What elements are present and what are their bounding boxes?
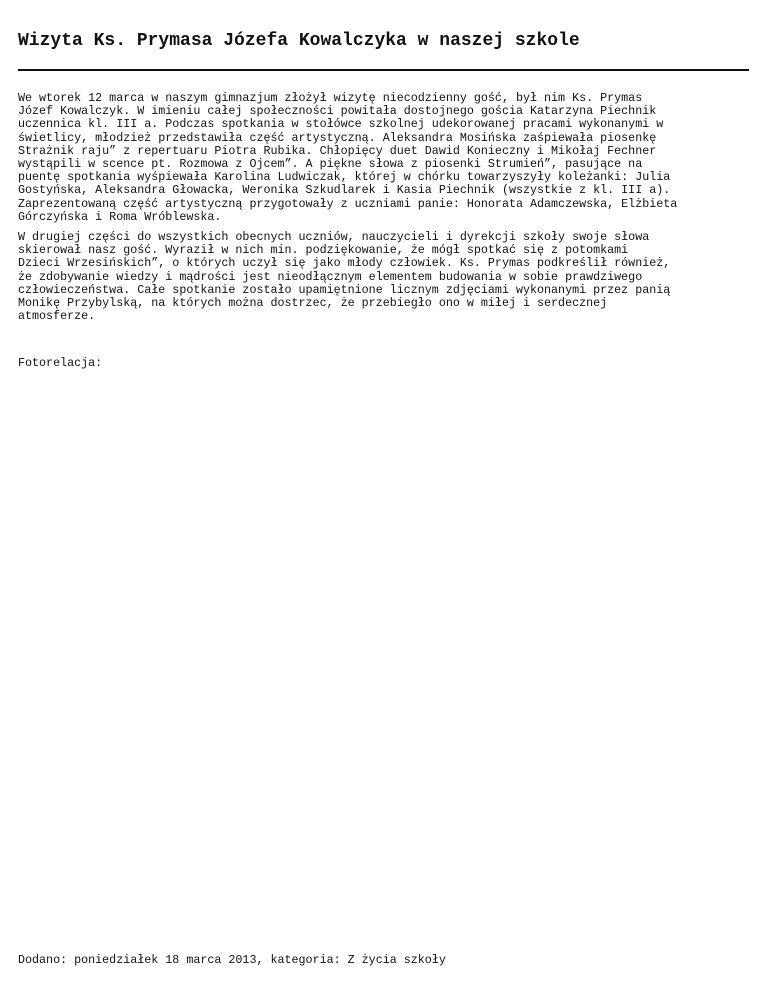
article-paragraph-2: W drugiej części do wszystkich obecnych uczniów, nauczycieli i dyrekcji szkoły swoje słowa skierował nasz gość. Wyraził w nich min. podziękowanie, że mógł spotkać się z potomkami Dzieci Wrzesińskich”, o których uczył się jako młody człowiek. Ks. Prymas podkreślił również, że zdobywanie wiedzy i mądrości jest nieodłącznym elementem budowania w sobie prawdziwego człowieczeństwa. Całe spotkanie zostało upamiętnione licznym zdjęciami wykonanymi przez panią Monikę Przybylską, na których można dostrzec, że przebiegło ono w miłej i serdecznej atmosferze. bbox=[18, 230, 671, 324]
article-title: Wizyta Ks. Prymasa Józefa Kowalczyka w naszej szkole bbox=[18, 31, 580, 51]
article-footer-meta: Dodano: poniedziałek 18 marca 2013, kategoria: Z życia szkoły bbox=[18, 953, 446, 967]
article-paragraph-1: We wtorek 12 marca w naszym gimnazjum złożył wizytę niecodzienny gość, był nim Ks. Prymas Józef Kowalczyk. W imieniu całej społeczności powitała dostojnego gościa Katarzyna Piechnik uczennica kl. III a. Podczas spotkania w stołówce szkolnej udekorowanej pracami wykonanymi w świetlicy, młodzież przedstawiła część artystyczną. Aleksandra Mosińska zaśpiewała piosenkę Strażnik raju” z repertuaru Piotra Rubika. Chłopięcy duet Dawid Konieczny i Mikołaj Fechner wystąpili w scence pt. Rozmowa z Ojcem”. A piękne słowa z piosenki Strumień”, pasujące na puentę spotkania wyśpiewała Karolina Ludwiczak, której w chórku towarzyszyły koleżanki: Julia Gostyńska, Aleksandra Głowacka, Weronika Szkudlarek i Kasia Piechnik (wszystkie z kl. III a). Zaprezentowaną część artystyczną przygotowały z uczniami panie: Honorata Adamczewska, Elżbieta Górczyńska i Roma Wróblewska. bbox=[18, 91, 678, 224]
photo-gallery-label: Fotorelacja: bbox=[18, 356, 103, 370]
title-divider bbox=[18, 69, 749, 71]
